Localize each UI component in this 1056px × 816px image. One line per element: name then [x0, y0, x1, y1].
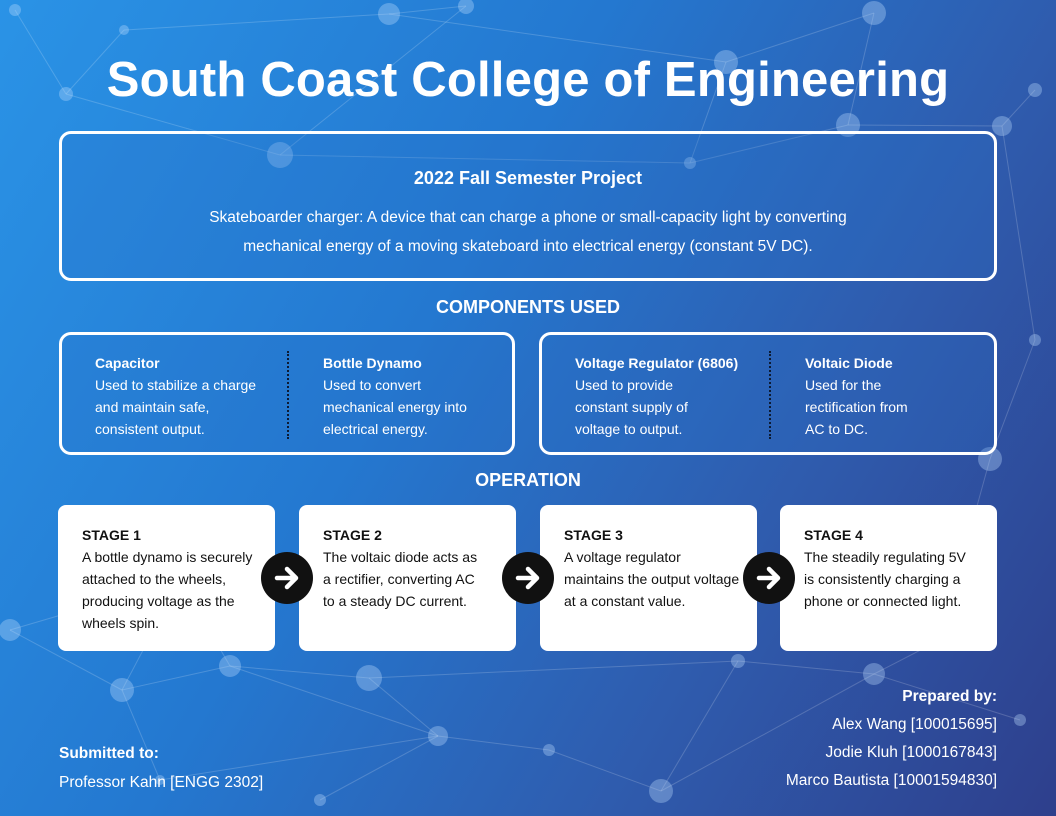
network-line	[738, 661, 874, 674]
component-description: Used for the rectification from AC to DC.	[805, 377, 908, 437]
network-node	[992, 116, 1012, 136]
component-voltage-regulator	[575, 352, 755, 440]
component-divider	[769, 351, 771, 439]
prepared-label: Prepared by:	[902, 688, 997, 705]
operation-heading: OPERATION	[475, 470, 581, 490]
page-title: South Coast College of Engineering	[106, 53, 950, 107]
stage-title: STAGE 4	[804, 527, 863, 543]
submitted-label: Submitted to:	[59, 745, 159, 762]
prepared-by	[786, 683, 997, 795]
stage-card-2	[299, 505, 516, 651]
components-heading: COMPONENTS USED	[435, 297, 621, 317]
component-divider	[287, 351, 289, 439]
network-line	[230, 666, 369, 678]
network-node	[119, 25, 129, 35]
stage-title: STAGE 1	[82, 527, 141, 543]
arrow-right-icon	[743, 552, 795, 604]
stage-text: A voltage regulator maintains the output voltage at a constant value.	[564, 549, 740, 609]
prepared-name: Marco Bautista [10001594830]	[785, 772, 997, 789]
stage-card-4	[780, 505, 997, 651]
network-node	[428, 726, 448, 746]
network-node	[9, 4, 21, 16]
stage-card-3	[540, 505, 757, 651]
network-line	[369, 661, 738, 678]
network-line	[549, 750, 661, 791]
stage-text: A bottle dynamo is securely attached to the wheels, producing voltage as the wheels spin.	[82, 549, 253, 631]
network-node	[649, 779, 673, 803]
stage-title: STAGE 3	[564, 527, 623, 543]
component-description: Used to stabilize a charge and maintain safe, consistent output.	[95, 377, 257, 437]
component-name: Capacitor	[95, 355, 160, 371]
network-node	[731, 654, 745, 668]
component-bottle-dynamo	[323, 352, 488, 440]
network-node	[378, 3, 400, 25]
component-name: Voltaic Diode	[805, 355, 893, 371]
component-name: Bottle Dynamo	[323, 355, 422, 371]
component-capacitor	[95, 352, 265, 440]
stage-text: The voltaic diode acts as a rectifier, converting AC to a steady DC current.	[323, 549, 478, 609]
stage-text: The steadily regulating 5V is consistently charging a phone or connected light.	[804, 549, 966, 609]
network-line	[661, 661, 738, 791]
component-voltaic-diode	[805, 352, 935, 440]
submitted-to	[59, 739, 263, 797]
stage-card-1	[58, 505, 275, 651]
components-box-right	[539, 332, 997, 455]
network-node	[1014, 714, 1026, 726]
components-box-left	[59, 332, 515, 455]
network-node	[863, 663, 885, 685]
network-line	[124, 14, 389, 30]
network-node	[356, 665, 382, 691]
arrow-right-icon	[261, 552, 313, 604]
network-line	[389, 6, 466, 14]
network-line	[438, 736, 549, 750]
network-line	[369, 678, 438, 736]
submitted-name: Professor Kahn [ENGG 2302]	[59, 774, 264, 791]
network-node	[543, 744, 555, 756]
network-node	[219, 655, 241, 677]
prepared-name: Jodie Kluh [1000167843]	[825, 744, 997, 761]
component-name: Voltage Regulator (6806)	[575, 355, 739, 371]
network-node	[110, 678, 134, 702]
network-node	[862, 1, 886, 25]
network-node	[458, 0, 474, 14]
project-box	[59, 131, 997, 281]
network-node	[0, 619, 21, 641]
network-line	[122, 666, 230, 690]
component-description: Used to convert mechanical energy into electrical energy.	[323, 377, 467, 437]
component-description: Used to provide constant supply of voltage to output.	[575, 377, 688, 437]
network-line	[848, 125, 1002, 126]
network-node	[1029, 334, 1041, 346]
network-node	[314, 794, 326, 806]
stage-title: STAGE 2	[323, 527, 382, 543]
project-title: 2022 Fall Semester Project	[413, 168, 643, 188]
prepared-name: Alex Wang [100015695]	[832, 716, 997, 733]
project-description: Skateboarder charger: A device that can charge a phone or small-capacity light by converting mechanical energy of a moving skateboard into electrical energy (constant 5V DC).	[209, 209, 847, 255]
arrow-right-icon	[502, 552, 554, 604]
